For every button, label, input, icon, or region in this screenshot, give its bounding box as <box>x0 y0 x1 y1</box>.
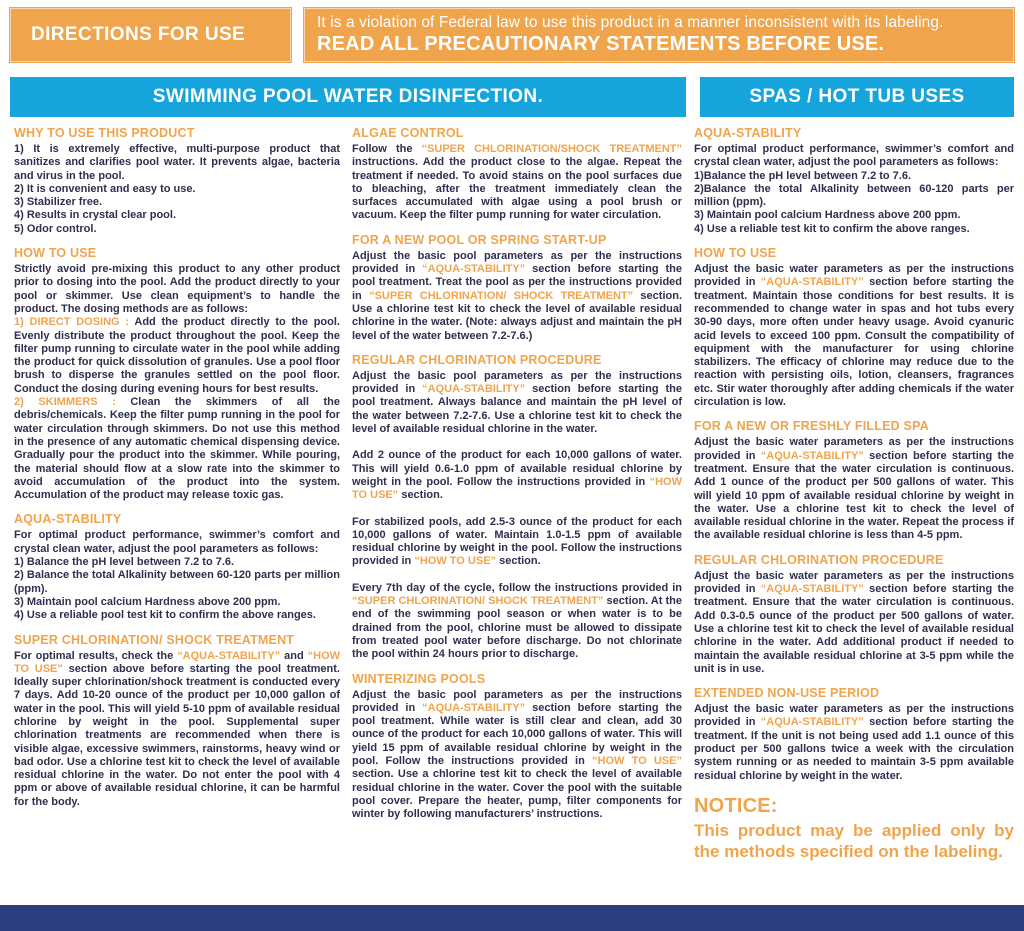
body-text: section before starting the treatment. Maintain those conditions for best results. It is recommended to change water in spas and hot tubs every 30-90 days, more often under heavy usage. Avoid cyanuric acid levels to exceed 100 ppm. Consult the compatibility of equipment with the manufacturer for using chlorine stabilizers. The efficacy of chlorine may reduce due to the reaction with persisting oils, lotion, cleansers, fragrances etc. Stir water thoroughly after adding chemicals if the water circulation is low. <box>694 276 1014 409</box>
section-algae-control <box>352 126 682 223</box>
highlighted-section-reference: “AQUA-STABILITY” <box>177 649 281 662</box>
body-text: instructions. Add the product close to the algae. Repeat the treatment if needed. To avoid stains on the pool surfaces due to bleaching, after the treatment immediately clean the surfaces accumulated with algae using a pool brush or vacuum. Keep the filter pump running for water circulation. <box>352 156 682 222</box>
section-how-to-use <box>14 246 340 502</box>
federal-law-banner <box>304 8 1014 62</box>
body-text: section. At the end of the swimming pool season or when water is to be drained from the pool, chlorine must be allowed to dissipate from treated pool water before discharge. Do not chlorinate the pool within 24 hours prior to discharge. <box>352 595 682 661</box>
paragraph <box>694 436 1014 542</box>
body-text: Follow the <box>352 143 422 155</box>
notice-title: NOTICE: <box>694 794 778 817</box>
body-text: For optimal results, check the <box>14 649 178 662</box>
paragraph <box>14 396 340 502</box>
body-text: Adjust the basic water parameters as per the instructions provided in <box>694 703 1014 729</box>
paragraph <box>14 609 340 622</box>
body-text: section before starting the pool treatment. Always balance and maintain the pH level of the water between 7.2-7.6. Use a chlorine test kit to check the level of available residual chlorine in the water. <box>352 383 682 436</box>
section-heading: FOR A NEW OR FRESHLY FILLED SPA <box>694 419 929 434</box>
paragraph <box>694 703 1014 783</box>
section-heading: WHY TO USE THIS PRODUCT <box>14 126 195 140</box>
body-text: section before starting the treatment. Ensure that the water circulation is continuous. Add 1 ounce of the product per 500 gallons of water. This will yield 10 ppm of available residual chlorine by weight in the water. Use a chlorine test kit to check the level of available residual chlorine in the water. Repeat the process if the available residual chlorine is less than 4-5 ppm. <box>694 449 1014 542</box>
paragraph <box>14 316 340 396</box>
body-text: Clean the skimmers of all the debris/chemicals. Keep the filter pump running in the pool for water circulation through skimmers. Do not use this method in the presence of any automatic chemical dispensing device. Gradually pour the product into the skimmer. While pouring, the material should flow at a slow rate into the skimmer to avoid accumulation of the product into the system. Accumulation of the product may release toxic gas. <box>14 396 340 502</box>
highlighted-section-reference: “AQUA-STABILITY” <box>760 449 864 462</box>
paragraph <box>694 183 1014 210</box>
section-for-a-new-pool-or-spring-start-up <box>352 233 682 343</box>
body-text: 1)Balance the pH level between 7.2 to 7.6. <box>694 169 912 182</box>
paragraph <box>14 556 340 569</box>
section-heading: SUPER CHLORINATION/ SHOCK TREATMENT <box>14 632 295 647</box>
directions-for-use-banner <box>10 8 291 62</box>
body-text: Every 7th day of the cycle, follow the instructions provided in <box>352 581 682 594</box>
body-text: Add 2 ounce of the product for each 10,000 gallons of water. This will yield 0.6-1.0 ppm of available residual chlorine by weight in the pool. Follow the instructions provided in <box>352 449 682 488</box>
paragraph <box>352 370 682 436</box>
highlighted-section-reference: “AQUA-STABILITY” <box>422 701 526 714</box>
federal-law-statement: It is a violation of Federal law to use this product in a manner inconsistent with its labeling. <box>317 14 944 31</box>
section-heading: FOR A NEW POOL OR SPRING START-UP <box>352 232 607 247</box>
body-text: Adjust the basic water parameters as per the instructions provided in <box>694 263 1014 289</box>
body-text: Adjust the basic water parameters as per the instructions provided in <box>694 436 1014 462</box>
paragraph <box>352 582 682 662</box>
body-text: section. Use a chlorine test kit to check the level of available residual chlorine in the water. (Note: always adjust and maintain the pH level of the water between 7.2-7.6.) <box>352 289 682 342</box>
highlighted-section-reference: “HOW TO USE” <box>14 649 340 675</box>
body-text: 1) Balance the pH level between 7.2 to 7.6. <box>14 556 235 569</box>
highlighted-section-reference: “AQUA-STABILITY” <box>422 383 526 396</box>
notice-block <box>694 795 1014 862</box>
body-text: 5) Odor control. <box>14 222 97 235</box>
highlighted-section-reference: “AQUA-STABILITY” <box>422 263 526 276</box>
highlighted-section-reference: “SUPER CHLORINATION/SHOCK TREATMENT” <box>421 143 682 155</box>
highlighted-section-reference: “AQUA-STABILITY” <box>760 583 864 596</box>
section-heading: AQUA-STABILITY <box>694 126 802 140</box>
column-spa <box>694 126 1014 902</box>
body-text: section. <box>398 489 443 502</box>
body-text: 3) Maintain pool calcium Hardness above 200 ppm. <box>694 209 961 222</box>
bottom-navy-bar <box>0 905 1024 931</box>
highlighted-section-reference: 1) DIRECT DOSING : <box>14 316 135 329</box>
notice-text: This product may be applied only by the methods specified on the labeling. <box>694 820 1014 861</box>
section-aqua-stability <box>694 126 1014 236</box>
paragraph <box>14 143 340 183</box>
body-text: Adjust the basic water parameters as per the instructions provided in <box>694 569 1014 596</box>
body-text: section before starting the pool treatment. While water is still clear and clean, add 30 ounce of the product for each 10,000 gallons of water. This will yield 15 ppm of available residual chlorine by weight in the pool. Follow the instructions provided in <box>352 701 682 767</box>
read-precautionary-statement: READ ALL PRECAUTIONARY STATEMENTS BEFORE USE. <box>317 33 885 55</box>
section-heading: REGULAR CHLORINATION PROCEDURE <box>694 552 944 567</box>
section-regular-chlorination-procedure <box>694 553 1014 676</box>
highlighted-section-reference: “SUPER CHLORINATION/ SHOCK TREATMENT” <box>352 595 604 608</box>
section-heading: REGULAR CHLORINATION PROCEDURE <box>352 352 602 367</box>
paragraph <box>14 529 340 556</box>
top-header <box>10 8 1014 62</box>
body-text: For optimal product performance, swimmer’s comfort and crystal clean water, adjust the pool parameters as follows: <box>14 529 340 555</box>
column-pool-left <box>14 126 340 902</box>
paragraph <box>694 570 1014 676</box>
body-text: section before starting the treatment. If the unit is not being used add 1.1 ounce of this product per 500 gallons twice a week with the circulation system running or as needed to maintain 3-5 ppm available residual chlorine by weight in the water. <box>694 716 1014 782</box>
body-text: 3) Maintain pool calcium Hardness above 200 ppm. <box>14 595 281 608</box>
highlighted-section-reference: “SUPER CHLORINATION/ SHOCK TREATMENT” <box>369 289 634 302</box>
paragraph <box>352 516 682 569</box>
paragraph <box>14 263 340 316</box>
body-text: Adjust the basic pool parameters as per the instructions provided in <box>352 369 682 396</box>
paragraph <box>694 209 1014 222</box>
paragraph <box>14 196 340 209</box>
body-text: For optimal product performance, swimmer’s comfort and crystal clean water, adjust the pool parameters as follows: <box>694 143 1014 169</box>
paragraph <box>14 223 340 236</box>
body-text: section above before starting the pool treatment. Ideally super chlorination/shock treatment is conducted every 7 days. Add 10-20 ounce of the product per 10,000 gallon of water in the pool. This will yield 5-10 ppm of available residual chlorine by weight in the pool. Supplemental super chlorination treatments are recommended when there is visible algae, excessive swimmers, rainstorms, heavy wind or bad odor. Use a chlorine test kit to check the level of available residual chlorine in the water. Do not enter the pool with 4 ppm or above of available residual chlorine, it can be harmful for the body. <box>14 662 340 808</box>
paragraph <box>14 209 340 222</box>
section-heading: WINTERIZING POOLS <box>352 671 486 686</box>
body-text: section. <box>496 555 541 568</box>
paragraph <box>352 250 682 343</box>
section-heading: AQUA-STABILITY <box>14 512 122 527</box>
body-text: Add the product directly to the pool. Evenly distribute the product throughout the pool. Keep the filter pump running to circulate water in the pool while adding the product for quick dissolution of granules. Use a pool floor brush to disperse the granules settled on the pool floor. Conduct the dosing during evening hours for best results. <box>14 316 340 395</box>
directions-for-use-title: DIRECTIONS FOR USE <box>31 24 246 45</box>
highlighted-section-reference: “HOW TO USE” <box>592 754 682 767</box>
body-text: 3) Stabilizer free. <box>14 196 103 209</box>
paragraph <box>694 223 1014 236</box>
body-text: 1) It is extremely effective, multi-purpose product that sanitizes and clarifies pool water. It prevents algae, bacteria and virus in the pool. <box>14 143 340 182</box>
paragraph <box>694 170 1014 183</box>
swimming-pool-banner: SWIMMING POOL WATER DISINFECTION. <box>10 77 686 117</box>
section-extended-non-use-period <box>694 686 1014 783</box>
body-text: Adjust the basic pool parameters as per the instructions provided in <box>352 249 682 276</box>
paragraph <box>352 449 682 502</box>
body-text: and <box>280 649 308 662</box>
body-text: For stabilized pools, add 2.5-3 ounce of the product for each 10,000 gallons of water. Maintain 1.0-1.5 ppm of available residual chlorine by weight in the pool. Follow the instructions provided in <box>352 515 682 568</box>
body-text: section. Use a chlorine test kit to check the level of available residual chlorine in the water. Cover the pool with the suitable pool cover. Prepare the heater, pump, filter components for winter by following manufacturers’ instructions. <box>352 768 682 821</box>
paragraph <box>14 650 340 810</box>
highlighted-section-reference: “HOW TO USE” <box>352 475 682 502</box>
paragraph <box>14 569 340 596</box>
paragraph <box>14 183 340 196</box>
spa-hot-tub-banner: SPAS / HOT TUB USES <box>700 77 1014 117</box>
section-heading: HOW TO USE <box>14 246 97 261</box>
section-super-chlorination-shock-treatment <box>14 633 340 810</box>
section-regular-chlorination-procedure <box>352 353 682 662</box>
body-text: section before starting the treatment. Ensure that the water circulation is continuous. Add 0.3-0.5 ounce of the product per 500 gallons of water. Use a chlorine test kit to check the level of available residual chlorine in the water. Add additional product if needed to maintain the available residual chlorine at 3-5 ppm while the unit is in use. <box>694 583 1014 675</box>
paragraph <box>14 596 340 609</box>
section-banners <box>10 77 1014 117</box>
paragraph <box>352 143 682 223</box>
section-for-a-new-or-freshly-filled-spa <box>694 419 1014 542</box>
body-text: 2) It is convenient and easy to use. <box>14 182 196 195</box>
section-winterizing-pools <box>352 672 682 822</box>
content-columns <box>14 126 1014 902</box>
body-text: 2)Balance the total Alkalinity between 60-120 parts per million (ppm). <box>694 182 1014 209</box>
body-text: section before starting the pool treatment. Treat the pool as per the instructions provided in <box>352 263 682 302</box>
body-text: Adjust the basic pool parameters as per the instructions provided in <box>352 688 682 714</box>
section-how-to-use <box>694 246 1014 409</box>
section-heading: ALGAE CONTROL <box>352 126 464 140</box>
section-heading: HOW TO USE <box>694 246 777 261</box>
highlighted-section-reference: “AQUA-STABILITY” <box>760 276 864 289</box>
section-aqua-stability <box>14 512 340 622</box>
highlighted-section-reference: “HOW TO USE” <box>414 555 497 568</box>
body-text: 4) Results in crystal clear pool. <box>14 209 177 222</box>
body-text: 4) Use a reliable test kit to confirm the above ranges. <box>694 222 970 235</box>
body-text: 4) Use a reliable pool test kit to confirm the above ranges. <box>14 609 316 622</box>
paragraph <box>352 689 682 822</box>
body-text: 2) Balance the total Alkalinity between 60-120 parts per million (ppm). <box>14 569 340 595</box>
section-heading: EXTENDED NON-USE PERIOD <box>694 686 880 701</box>
paragraph <box>694 143 1014 170</box>
column-pool-right <box>352 126 682 902</box>
highlighted-section-reference: 2) SKIMMERS : <box>14 396 131 409</box>
paragraph <box>694 263 1014 409</box>
highlighted-section-reference: “AQUA-STABILITY” <box>760 716 864 729</box>
body-text: Strictly avoid pre-mixing this product to any other product prior to dosing into the pool. Add the product directly to your pool or skimmer. Use clean equipment’s to handle the product. The dosing methods are as follows: <box>14 263 340 315</box>
section-why-to-use-this-product <box>14 126 340 236</box>
